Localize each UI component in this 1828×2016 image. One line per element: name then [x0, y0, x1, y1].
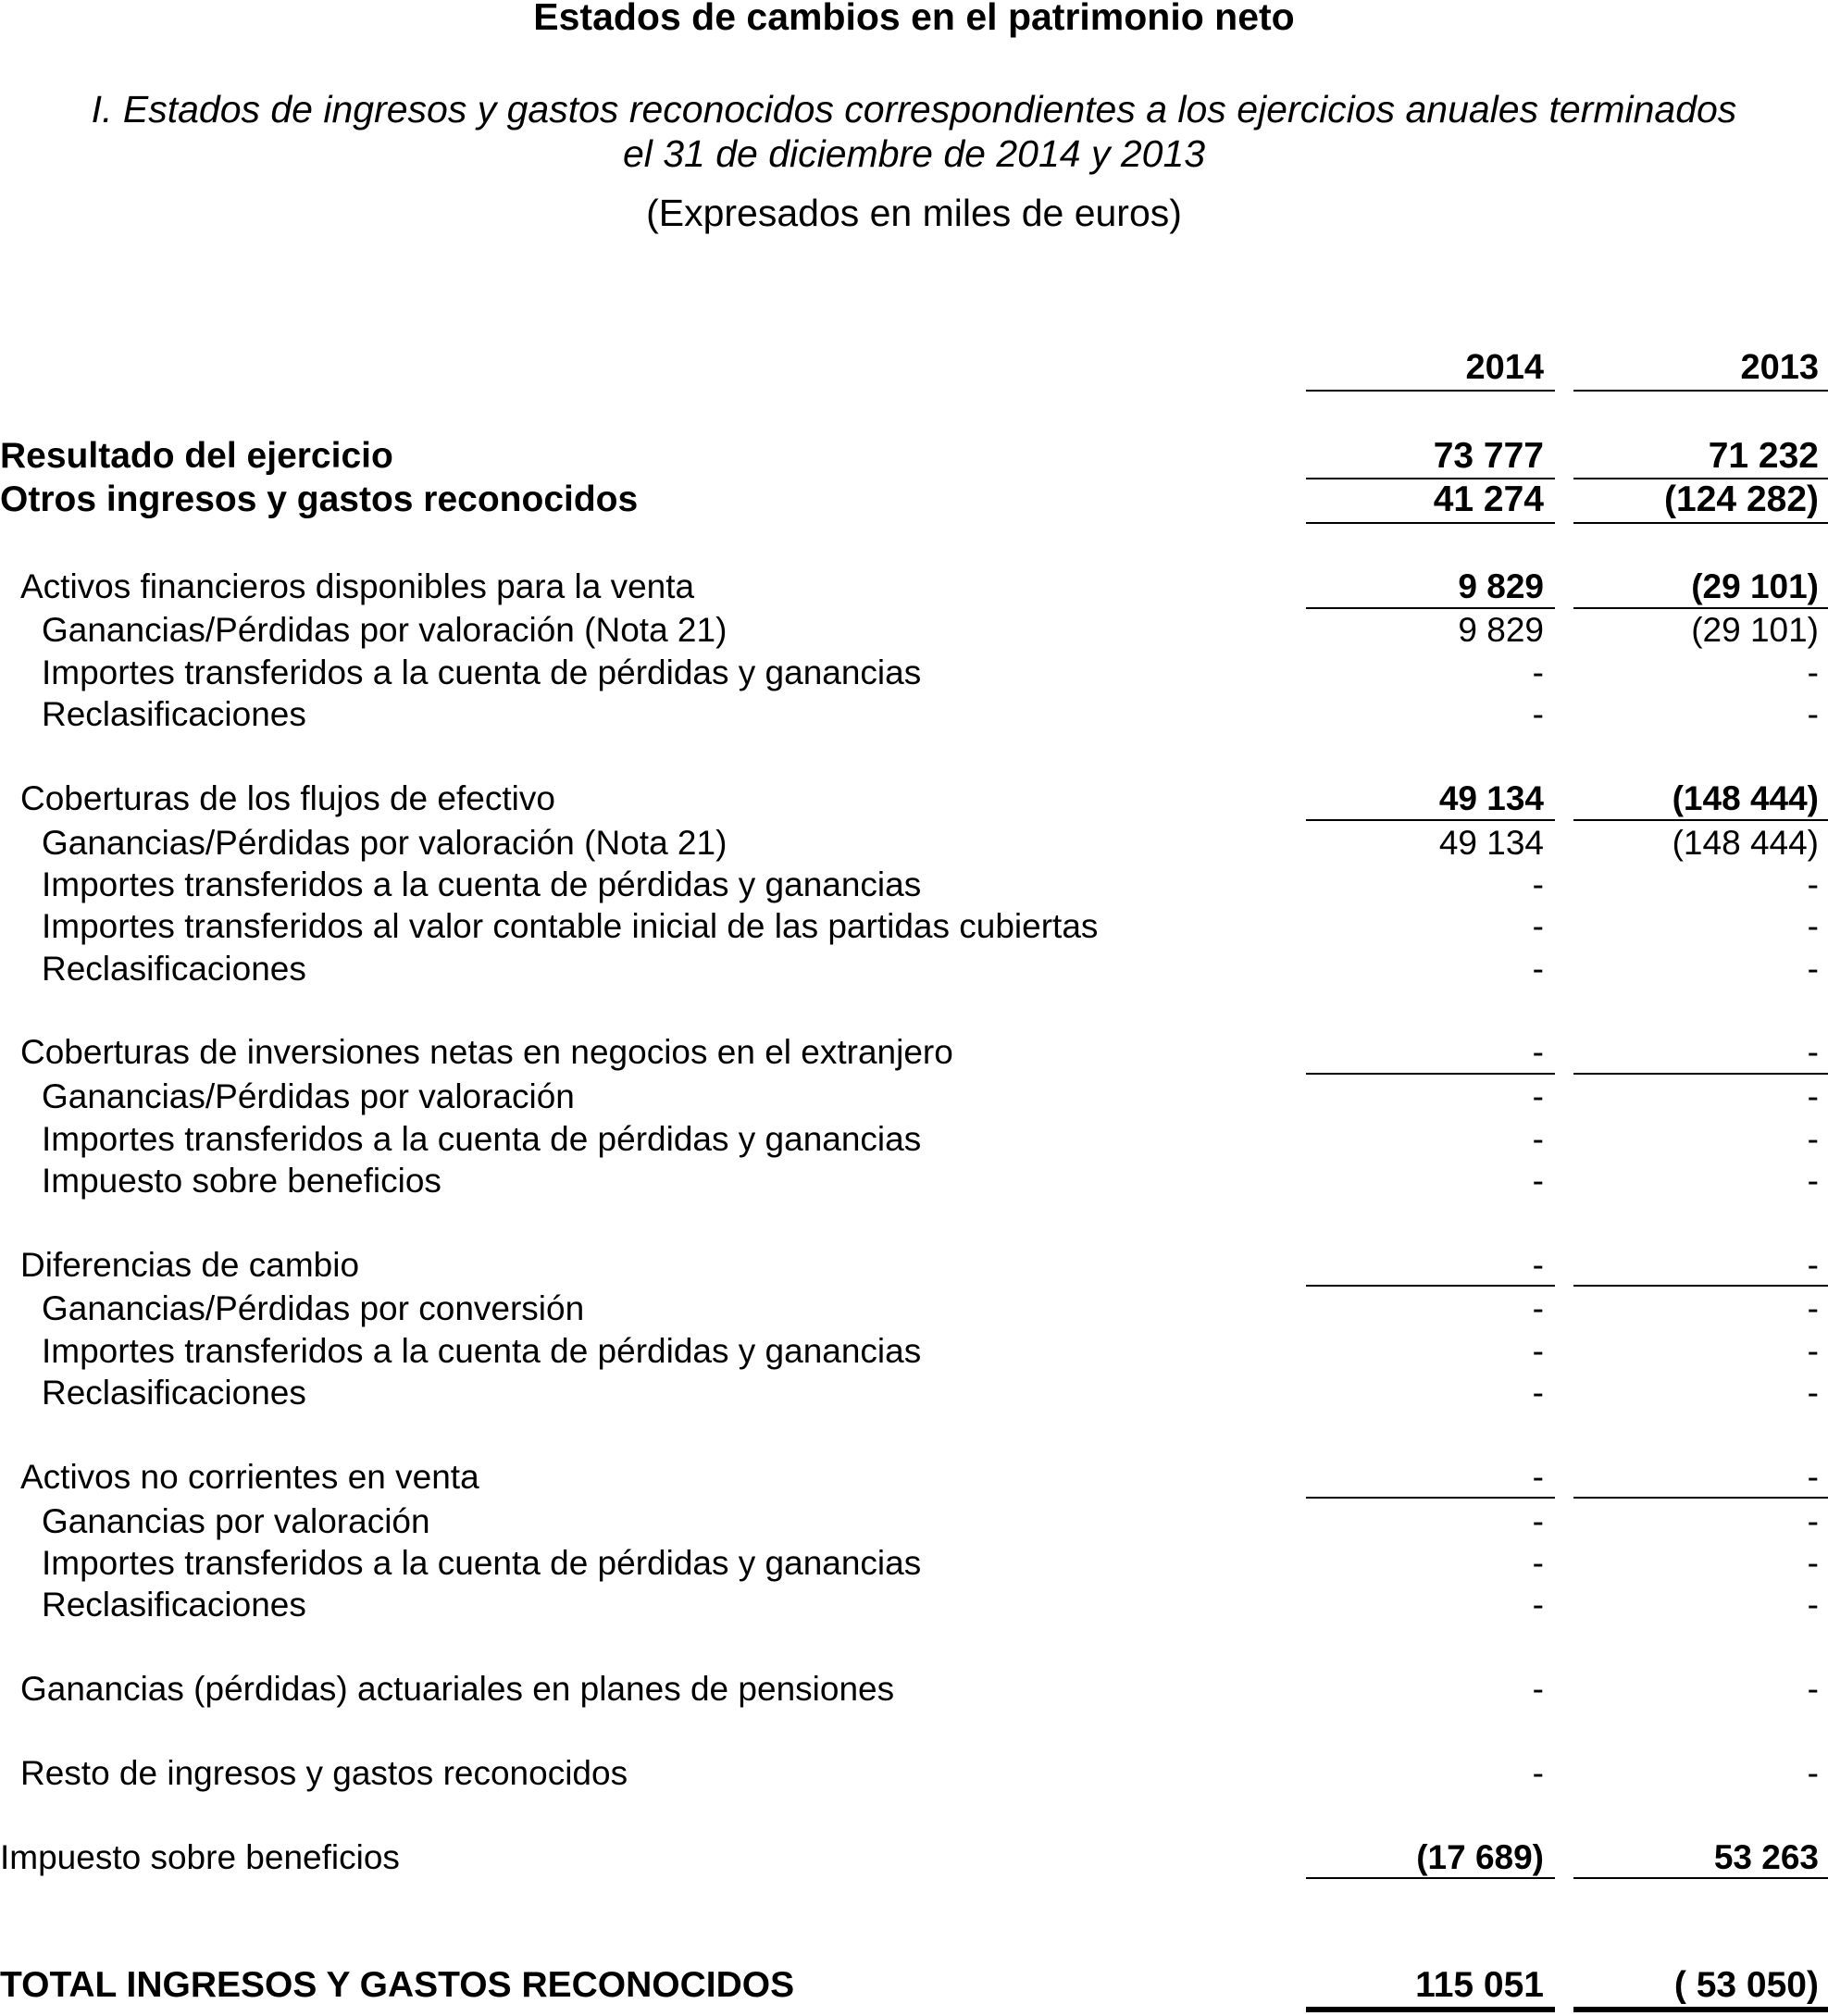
table-row: [0, 1668, 1828, 1711]
row-label: Resto de ingresos y gastos reconocidos: [20, 1754, 628, 1792]
value-2014: 49 134: [1438, 779, 1544, 817]
subtotal-rule: [1573, 522, 1828, 524]
table-row: [0, 1542, 1828, 1585]
row-label: Ganancias/Pérdidas por conversión: [42, 1289, 585, 1327]
row-label: Importes transferidos a la cuenta de pérdidas y ganancias: [42, 1332, 922, 1370]
table-row: [0, 566, 1828, 608]
value-2014: -: [1532, 1754, 1544, 1792]
value-2014: -: [1532, 653, 1544, 691]
row-label: Resultado del ejercicio: [0, 436, 393, 476]
row-label: Activos financieros disponibles para la venta: [20, 567, 695, 605]
table-row: [0, 1076, 1828, 1118]
value-2014: -: [1532, 1033, 1544, 1071]
row-label: Importes transferidos a la cuenta de pérdidas y ganancias: [42, 865, 922, 903]
row-label: TOTAL INGRESOS Y GASTOS RECONOCIDOS: [0, 1965, 795, 2005]
value-2014: -: [1532, 1289, 1544, 1327]
value-2013: -: [1807, 1544, 1819, 1582]
table-row: [0, 1244, 1828, 1287]
table-row: [0, 435, 1828, 478]
row-label: Importes transferidos al valor contable inicial de las partidas cubiertas: [42, 907, 1099, 945]
value-2013: -: [1807, 865, 1819, 903]
value-2013: -: [1807, 695, 1819, 733]
value-2014: 9 829: [1458, 611, 1544, 649]
row-label: Importes transferidos a la cuenta de pérdidas y ganancias: [42, 1120, 922, 1158]
group-rule: [1306, 1285, 1555, 1287]
row-label: Ganancias/Pérdidas por valoración: [42, 1077, 575, 1115]
group-rule: [1306, 1073, 1555, 1075]
table-row-total: [0, 1964, 1828, 2007]
value-2013: -: [1807, 1458, 1819, 1496]
value-2014: 9 829: [1458, 567, 1544, 605]
value-2013: 71 232: [1708, 436, 1819, 476]
value-2014: -: [1532, 1544, 1544, 1582]
group-rule: [1573, 1073, 1828, 1075]
value-2014: -: [1532, 1502, 1544, 1540]
table-row: [0, 1031, 1828, 1074]
table-row: [0, 864, 1828, 906]
value-2014: 49 134: [1438, 824, 1544, 862]
value-2013: (124 282): [1664, 479, 1819, 519]
page-title: Estados de cambios en el patrimonio neto: [533, 0, 1295, 38]
value-2014: -: [1532, 1670, 1544, 1708]
value-2014: -: [1532, 907, 1544, 945]
row-label: Impuesto sobre beneficios: [42, 1162, 441, 1200]
table-row: [0, 1456, 1828, 1499]
value-2013: -: [1807, 1033, 1819, 1071]
value-2013: (29 101): [1691, 567, 1819, 605]
value-2014: 115 051: [1415, 1965, 1544, 2005]
value-2013: -: [1807, 1246, 1819, 1284]
row-label: Ganancias/Pérdidas por valoración (Nota 21): [42, 611, 727, 649]
value-2014: -: [1532, 1120, 1544, 1158]
table-row: [0, 479, 1828, 521]
group-rule: [1306, 819, 1555, 821]
value-2013: -: [1807, 1162, 1819, 1200]
table-row: [0, 1372, 1828, 1414]
table-row: [0, 948, 1828, 990]
value-2013: -: [1807, 1332, 1819, 1370]
column-header-2013: 2013: [1740, 348, 1819, 387]
table-row: [0, 1836, 1828, 1879]
table-row: [0, 1160, 1828, 1202]
row-label: Reclasificaciones: [42, 695, 306, 733]
value-2013: (29 101): [1691, 611, 1819, 649]
total-double-rule: [1573, 2007, 1828, 2012]
statement-subtitle: [0, 87, 1828, 176]
value-2013: -: [1807, 653, 1819, 691]
row-label: Coberturas de los flujos de efectivo: [20, 779, 555, 817]
value-2014: -: [1532, 695, 1544, 733]
table-row: [0, 1500, 1828, 1543]
row-label: Importes transferidos a la cuenta de pérdidas y ganancias: [42, 1544, 922, 1582]
value-2013: -: [1807, 950, 1819, 988]
row-label: Ganancias/Pérdidas por valoración (Nota 21): [42, 824, 727, 862]
units-note: (Expresados en miles de euros): [646, 192, 1182, 234]
row-label: Diferencias de cambio: [20, 1246, 360, 1284]
value-2013: -: [1807, 1502, 1819, 1540]
value-2014: -: [1532, 1458, 1544, 1496]
table-row: [0, 905, 1828, 948]
group-rule: [1306, 1497, 1555, 1499]
row-label: Activos no corrientes en venta: [20, 1458, 479, 1496]
value-2013: 53 263: [1713, 1838, 1819, 1876]
value-2014: -: [1532, 865, 1544, 903]
value-2014: 41 274: [1433, 479, 1544, 519]
value-2014: -: [1532, 1246, 1544, 1284]
value-2013: -: [1807, 1289, 1819, 1327]
value-2013: -: [1807, 1077, 1819, 1115]
subtotal-rule: [1573, 1877, 1828, 1879]
value-2014: -: [1532, 1077, 1544, 1115]
subtitle-line-1: I. Estados de ingresos y gastos reconocidos correspondientes a los ejercicios anuales terminados: [91, 88, 1737, 131]
value-2013: (148 444): [1672, 824, 1819, 862]
value-2014: (17 689): [1416, 1838, 1544, 1876]
total-double-rule: [1306, 2007, 1555, 2012]
value-2014: -: [1532, 950, 1544, 988]
value-2013: -: [1807, 1754, 1819, 1792]
subtitle-line-2: el 31 de diciembre de 2014 y 2013: [622, 132, 1206, 175]
row-label: Coberturas de inversiones netas en negocios en el extranjero: [20, 1033, 953, 1071]
value-2013: -: [1807, 1374, 1819, 1412]
row-label: Reclasificaciones: [42, 950, 306, 988]
table-row: [0, 1118, 1828, 1161]
row-label: Ganancias por valoración: [42, 1502, 430, 1540]
group-rule: [1573, 819, 1828, 821]
row-label: Importes transferidos a la cuenta de pérdidas y ganancias: [42, 653, 922, 691]
group-rule: [1573, 1497, 1828, 1499]
table-row: [0, 778, 1828, 820]
value-2014: -: [1532, 1332, 1544, 1370]
table-row: [0, 1752, 1828, 1795]
subtotal-rule: [1306, 522, 1555, 524]
column-header-rule: [1573, 390, 1828, 392]
value-2014: -: [1532, 1586, 1544, 1624]
value-2013: -: [1807, 1670, 1819, 1708]
table-row: [0, 1330, 1828, 1373]
row-label: Reclasificaciones: [42, 1374, 306, 1412]
subtotal-rule: [1306, 1877, 1555, 1879]
table-row: [0, 652, 1828, 694]
row-label: Ganancias (pérdidas) actuariales en planes de pensiones: [20, 1670, 895, 1708]
row-label: Otros ingresos y gastos reconocidos: [0, 479, 639, 519]
value-2013: -: [1807, 1586, 1819, 1624]
column-header-2014: 2014: [1465, 348, 1544, 387]
table-row: [0, 693, 1828, 736]
value-2013: (148 444): [1672, 779, 1819, 817]
value-2014: 73 777: [1433, 436, 1544, 476]
value-2013: -: [1807, 1120, 1819, 1158]
value-2013: ( 53 050): [1673, 1965, 1819, 2005]
value-2013: -: [1807, 907, 1819, 945]
value-2014: -: [1532, 1374, 1544, 1412]
row-label: Reclasificaciones: [42, 1586, 306, 1624]
table-row: [0, 609, 1828, 652]
row-label: Impuesto sobre beneficios: [0, 1838, 400, 1876]
table-row: [0, 1584, 1828, 1626]
value-2014: -: [1532, 1162, 1544, 1200]
table-row: [0, 822, 1828, 865]
column-header-rule: [1306, 390, 1555, 392]
group-rule: [1573, 1285, 1828, 1287]
table-row: [0, 1288, 1828, 1330]
